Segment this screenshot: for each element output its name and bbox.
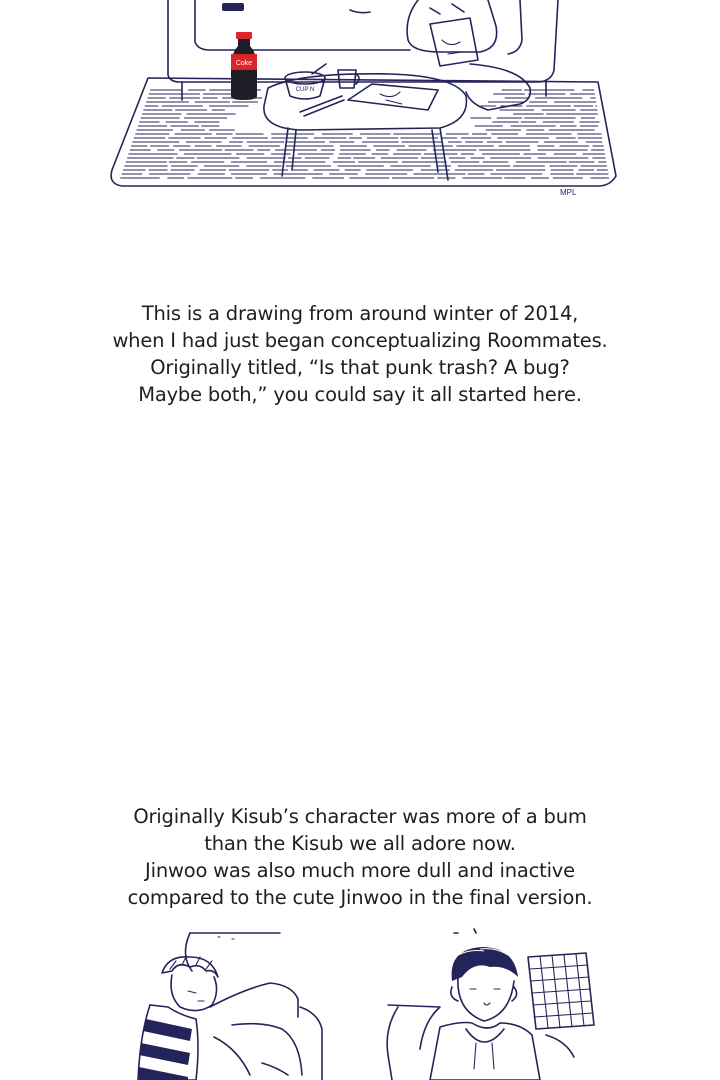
- caption-block-2: [0, 803, 720, 911]
- artist-signature: MPL: [560, 188, 577, 197]
- bottle-label: Coke: [235, 60, 253, 67]
- caption-line: This is a drawing from around winter of 2014,: [141, 302, 579, 325]
- rug: [111, 78, 616, 186]
- caption-line: Originally Kisub’s character was more of a bum: [133, 805, 587, 828]
- caption-block-1: [0, 300, 720, 408]
- cup-label: CUP N: [295, 87, 315, 93]
- coke-bottle: [231, 32, 257, 100]
- sofa: [168, 0, 558, 100]
- caption-line: than the Kisub we all adore now.: [204, 832, 516, 855]
- caption-line: compared to the cute Jinwoo in the final version.: [127, 886, 593, 909]
- paper: [348, 84, 438, 110]
- phone: [222, 3, 244, 11]
- caption-line: Jinwoo was also much more dull and inactive: [145, 859, 575, 882]
- character-sketches: [0, 925, 720, 1080]
- kisub-sketch: [138, 933, 322, 1080]
- caption-line: when I had just began conceptualizing Roommates.: [112, 329, 608, 352]
- caption-line: Originally titled, “Is that punk trash? A bug?: [150, 356, 570, 379]
- caption-line: Maybe both,” you could say it all started here.: [138, 383, 582, 406]
- living-room-illustration: [0, 0, 720, 200]
- jinwoo-sketch: [387, 929, 594, 1080]
- checkered-pillow: [528, 953, 594, 1029]
